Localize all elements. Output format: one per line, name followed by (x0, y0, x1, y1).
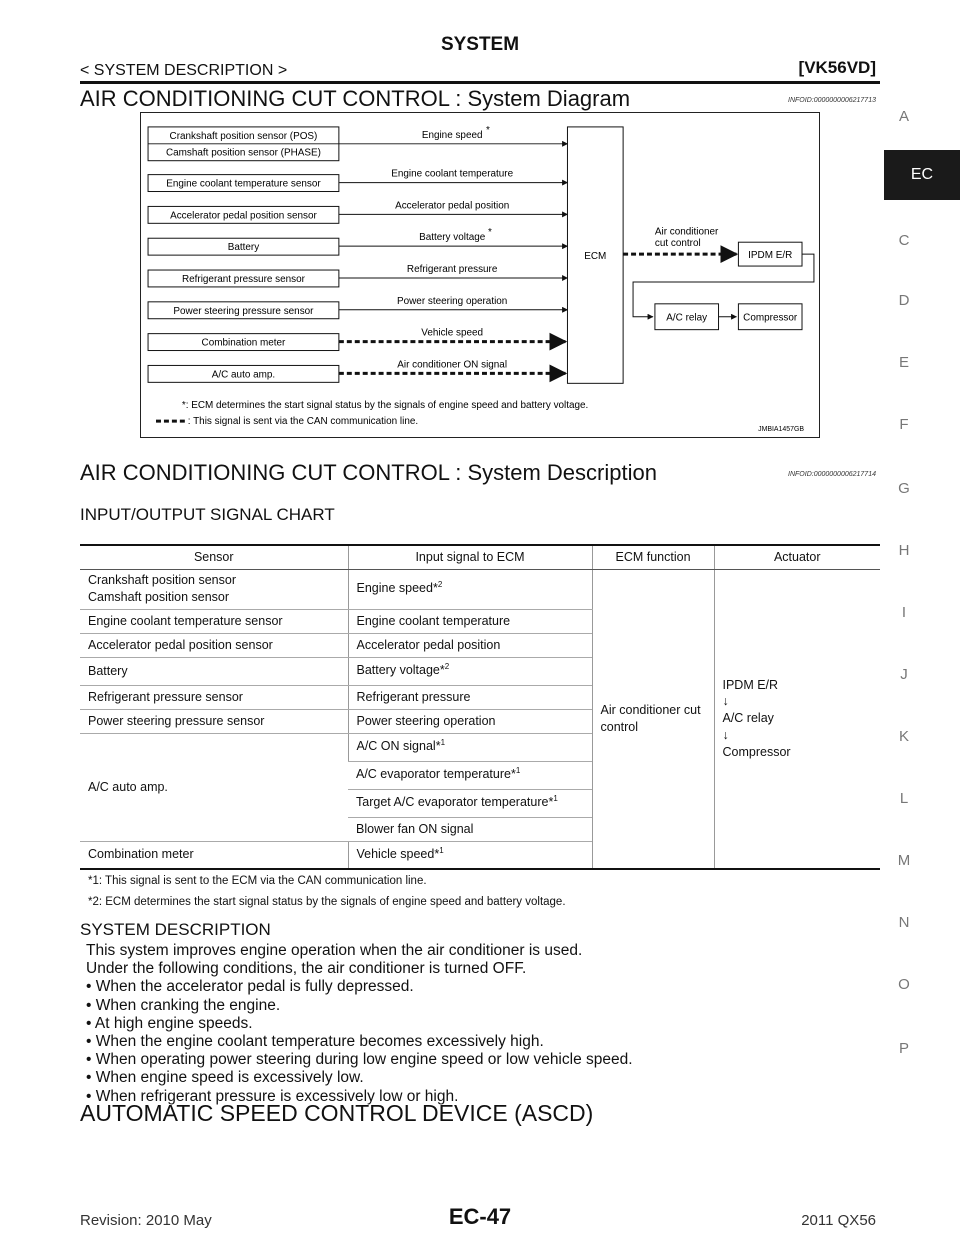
col-input: Input signal to ECM (348, 545, 592, 569)
sensor-acamp-cell: A/C auto amp. (80, 733, 348, 841)
model-label: [VK56VD] (798, 58, 876, 77)
section-heading-diagram: AIR CONDITIONING CUT CONTROL : System Diagram (80, 86, 631, 111)
cell-actuator (714, 569, 880, 869)
system-description-body (86, 942, 866, 1106)
list-item: • When engine speed is excessively low. (86, 1069, 866, 1087)
signal-accel: Accelerator pedal position (395, 200, 510, 212)
col-actuator: Actuator (714, 545, 880, 569)
sensor-accel-cell: Accelerator pedal position sensor (80, 633, 348, 657)
sup-2: 2 (437, 580, 443, 590)
cell-ecm-function (592, 569, 714, 869)
signal-ac-on: Air conditioner ON signal (397, 359, 508, 371)
cell-input (348, 789, 592, 817)
intro-line: Under the following conditions, the air conditioner is turned OFF. (86, 960, 527, 978)
info-id-2: INFOID:0000000006217714 (788, 471, 876, 478)
sensor-crankshaft: Crankshaft position sensor (POS) (169, 130, 318, 142)
breadcrumb: < SYSTEM DESCRIPTION > (80, 62, 288, 79)
sensor-battery-cell: Battery (80, 657, 348, 685)
cell-input (348, 569, 592, 609)
sup-1: 1 (439, 846, 444, 856)
list-item: • When cranking the engine. (86, 997, 866, 1015)
sensor-cam: Camshaft position sensor (88, 590, 230, 604)
table-row (80, 569, 880, 609)
sup-2: 2 (444, 662, 450, 672)
sensor-ps-cell: Power steering pressure sensor (80, 709, 348, 733)
signal-table (80, 544, 880, 870)
index-letter-n[interactable]: N (898, 914, 910, 931)
signal-engine-speed-star: * (485, 124, 490, 136)
index-letter-e[interactable]: E (898, 354, 909, 371)
sensor-ps: Power steering pressure sensor (173, 305, 314, 317)
index-letter-k[interactable]: K (898, 728, 909, 745)
cell-input (348, 841, 592, 869)
table-header-row (80, 545, 880, 569)
compressor-label: Compressor (743, 312, 798, 324)
index-letter-g[interactable]: G (898, 480, 910, 497)
ipdm-label: IPDM E/R (748, 250, 793, 262)
signal-ac-cut-1: Air conditioner (654, 226, 719, 238)
index-letter-o[interactable]: O (898, 976, 910, 993)
cell-input (348, 761, 592, 789)
section-heading-description: AIR CONDITIONING CUT CONTROL : System Description (80, 460, 657, 485)
actuator-arrow-1: ↓ (722, 694, 729, 709)
index-letter-i[interactable]: I (901, 604, 907, 621)
info-id: INFOID:0000000006217713 (788, 97, 876, 104)
index-letter-j[interactable]: J (900, 666, 908, 683)
sensor-camshaft: Camshaft position sensor (PHASE) (165, 147, 321, 159)
intro-line: This system improves engine operation when the air conditioner is used. (86, 942, 583, 959)
actuator-arrow-2: ↓ (722, 728, 729, 743)
legend-star: *: ECM determines the start signal status by the signals of engine speed and battery voltage. (181, 400, 589, 412)
index-letter-m[interactable]: M (897, 852, 911, 869)
list-item: • When the accelerator pedal is fully depressed. (86, 978, 866, 996)
signal-ps: Power steering operation (397, 295, 508, 307)
actuator-compressor: Compressor (722, 745, 791, 760)
sensor-acamp: A/C auto amp. (211, 369, 276, 381)
signal-battery-star: * (487, 227, 492, 239)
sup-1: 1 (515, 766, 521, 776)
index-letter-f[interactable]: F (899, 416, 909, 433)
sensor-battery: Battery (227, 242, 260, 254)
input-coolant-cell: Engine coolant temperature (348, 609, 592, 633)
sensor-meter: Combination meter (201, 337, 286, 349)
col-function: ECM function (592, 545, 714, 569)
function-line-1: Air conditioner cut (600, 702, 701, 717)
sup-1: 1 (440, 738, 446, 748)
cell-sensor (80, 569, 348, 609)
input-blower-cell: Blower fan ON signal (348, 817, 592, 841)
col-sensor: Sensor (80, 545, 348, 569)
figure-code: JMBIA1457GB (758, 426, 805, 434)
footer-model: 2011 QX56 (801, 1212, 876, 1229)
sensor-crank: Crankshaft position sensor (88, 573, 236, 588)
input-evap: A/C evaporator temperature* (356, 767, 516, 782)
diagram-svg (141, 113, 819, 437)
input-ps-cell: Power steering operation (348, 709, 592, 733)
sensor-coolant: Engine coolant temperature sensor (166, 178, 321, 190)
sensor-coolant-cell: Engine coolant temperature sensor (80, 609, 348, 633)
page-title: SYSTEM (440, 34, 520, 55)
actuator-relay: A/C relay (722, 711, 774, 726)
header-rule (80, 81, 880, 84)
signal-refrig: Refrigerant pressure (406, 264, 498, 276)
input-veh-speed: Vehicle speed* (356, 847, 440, 862)
system-description-heading: SYSTEM DESCRIPTION (80, 920, 271, 939)
signal-ac-cut-2: cut control (654, 238, 701, 250)
sensor-refrig: Refrigerant pressure sensor (181, 273, 305, 285)
index-letter-l[interactable]: L (899, 790, 909, 807)
cell-input (348, 657, 592, 685)
input-refrig-cell: Refrigerant pressure (348, 685, 592, 709)
signal-coolant: Engine coolant temperature (391, 168, 514, 180)
note-1: *1: This signal is sent to the ECM via the CAN communication line. (88, 875, 427, 887)
index-letter-c[interactable]: C (898, 232, 910, 249)
index-letter-a[interactable]: A (898, 108, 909, 125)
note-2: *2: ECM determines the start signal status by the signals of engine speed and battery voltage. (88, 896, 566, 908)
ecm-label: ECM (584, 251, 607, 263)
input-accel-cell: Accelerator pedal position (348, 633, 592, 657)
list-item: • When refrigerant pressure is excessively low or high. (86, 1088, 866, 1106)
ac-relay-label: A/C relay (666, 312, 708, 324)
list-item: • When operating power steering during low engine speed or low vehicle speed. (86, 1051, 866, 1069)
footer-revision: Revision: 2010 May (80, 1212, 212, 1229)
index-letter-p[interactable]: P (898, 1040, 909, 1057)
chart-heading: INPUT/OUTPUT SIGNAL CHART (80, 505, 335, 524)
system-diagram (140, 112, 820, 438)
input-ac-on: A/C ON signal* (356, 739, 441, 754)
signal-engine-speed: Engine speed (421, 129, 483, 141)
page-number: EC-47 (448, 1204, 512, 1229)
list-item: • When the engine coolant temperature becomes excessively high. (86, 1033, 866, 1051)
input-target-evap: Target A/C evaporator temperature* (356, 795, 554, 810)
signal-battery: Battery voltage (419, 232, 486, 244)
next-section-heading: AUTOMATIC SPEED CONTROL DEVICE (ASCD) (80, 1100, 594, 1126)
index-letter-h[interactable]: H (898, 542, 910, 559)
cell-input (348, 733, 592, 761)
sup-1: 1 (553, 794, 558, 804)
input-engine-speed: Engine speed* (356, 581, 438, 596)
sensor-accel: Accelerator pedal position sensor (170, 210, 317, 222)
index-tab-active[interactable]: EC (884, 150, 960, 200)
function-line-2: control (600, 719, 639, 734)
signal-vehicle-speed: Vehicle speed (421, 327, 484, 339)
index-letter-d[interactable]: D (898, 292, 910, 309)
legend-can: : This signal is sent via the CAN communication line. (187, 416, 419, 428)
actuator-ipdm: IPDM E/R (722, 677, 779, 692)
sensor-meter-cell: Combination meter (80, 841, 348, 869)
sensor-refrig-cell: Refrigerant pressure sensor (80, 685, 348, 709)
list-item: • At high engine speeds. (86, 1015, 866, 1033)
input-battery: Battery voltage* (356, 663, 445, 678)
